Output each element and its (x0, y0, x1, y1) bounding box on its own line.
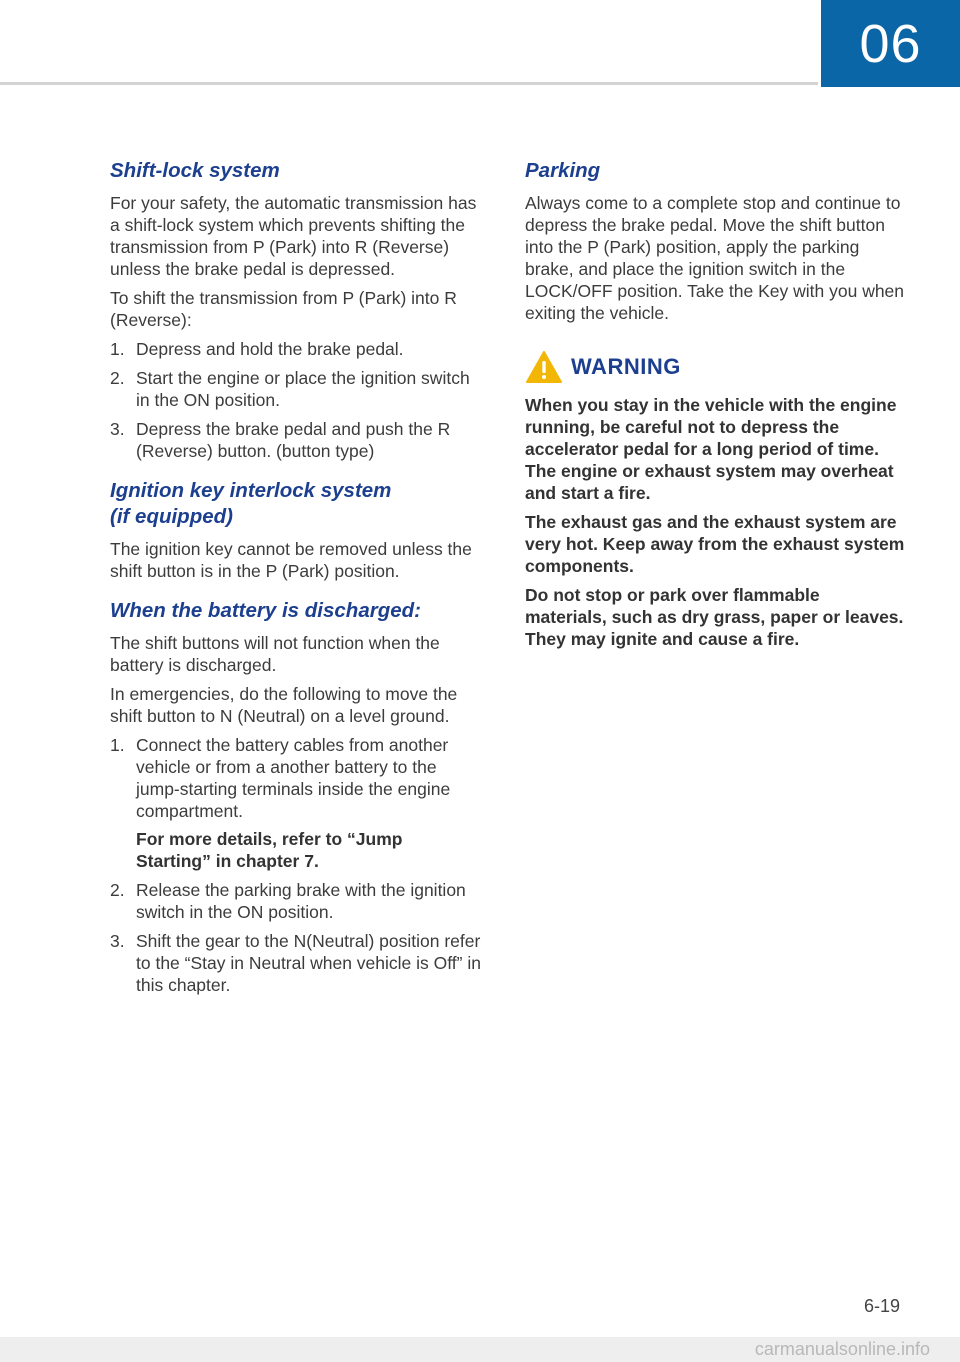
warning-text: Do not stop or park over flammable materials, such as dry grass, paper or leaves. They may ignite and cause a fire. (525, 585, 904, 649)
watermark-text: carmanualsonline.info (754, 1339, 930, 1359)
section-ignition-interlock (110, 478, 482, 582)
section-heading: When the battery is discharged: (110, 599, 421, 622)
warning-text: When you stay in the vehicle with the engine running, be careful not to depress the accelerator pedal for a long period of time. The engine or exhaust system may overheat and start a fire. (525, 395, 897, 503)
paragraph: The ignition key cannot be removed unless the shift button is in the P (Park) position. (110, 539, 472, 581)
list-item: 2. Start the engine or place the ignition switch in the ON position. (110, 368, 470, 410)
list-item: 1. Connect the battery cables from another vehicle or from a another battery to the jump-starting terminals inside the engine compartment. For more details, refer to “Jump Starting” in chapter 7. (110, 734, 482, 872)
list-item: 2. Release the parking brake with the ignition switch in the ON position. (110, 880, 466, 922)
warning-title: WARNING (571, 354, 681, 379)
list-item: 3. Depress the brake pedal and push the R (Reverse) button. (button type) (110, 419, 451, 461)
header-rule (0, 82, 818, 85)
warning-header (525, 350, 905, 384)
right-column (525, 158, 905, 657)
left-column (110, 158, 482, 1003)
paragraph: The shift buttons will not function when the battery is discharged. (110, 633, 440, 675)
page-number: 6-19 (863, 1296, 900, 1316)
section-heading: Ignition key interlock system (if equipped) (110, 479, 392, 528)
section-parking (525, 158, 905, 324)
paragraph: For your safety, the automatic transmission has a shift-lock system which prevents shifting the transmission from P (Park) into R (Reverse) unless the brake pedal is depressed. (110, 193, 477, 279)
section-heading: Parking (525, 159, 601, 182)
list-item: 1. Depress and hold the brake pedal. (110, 339, 404, 359)
reference-note: For more details, refer to “Jump Starting” in chapter 7. (136, 829, 403, 871)
section-heading: Shift-lock system (110, 159, 280, 182)
watermark-bar (0, 1337, 960, 1362)
section-shift-lock (110, 158, 482, 462)
warning-text: The exhaust gas and the exhaust system are very hot. Keep away from the exhaust system components. (525, 512, 905, 576)
chapter-number: 06 (859, 13, 922, 74)
section-battery-discharged (110, 598, 482, 996)
paragraph: To shift the transmission from P (Park) into R (Reverse): (110, 288, 457, 330)
step-list (110, 338, 482, 462)
list-item: 3. Shift the gear to the N(Neutral) position refer to the “Stay in Neutral when vehicle is Off” in this chapter. (110, 931, 481, 995)
chapter-tab (821, 0, 960, 87)
paragraph: Always come to a complete stop and continue to depress the brake pedal. Move the shift button into the P (Park) position, apply the parking brake, and place the ignition switch in the LOCK/OFF position. Take the Key with you when exiting the vehicle. (525, 193, 905, 323)
step-list (110, 734, 482, 996)
warning-triangle-icon (525, 350, 563, 384)
paragraph: In emergencies, do the following to move the shift button to N (Neutral) on a level ground. (110, 684, 458, 726)
warning-box (525, 350, 905, 650)
